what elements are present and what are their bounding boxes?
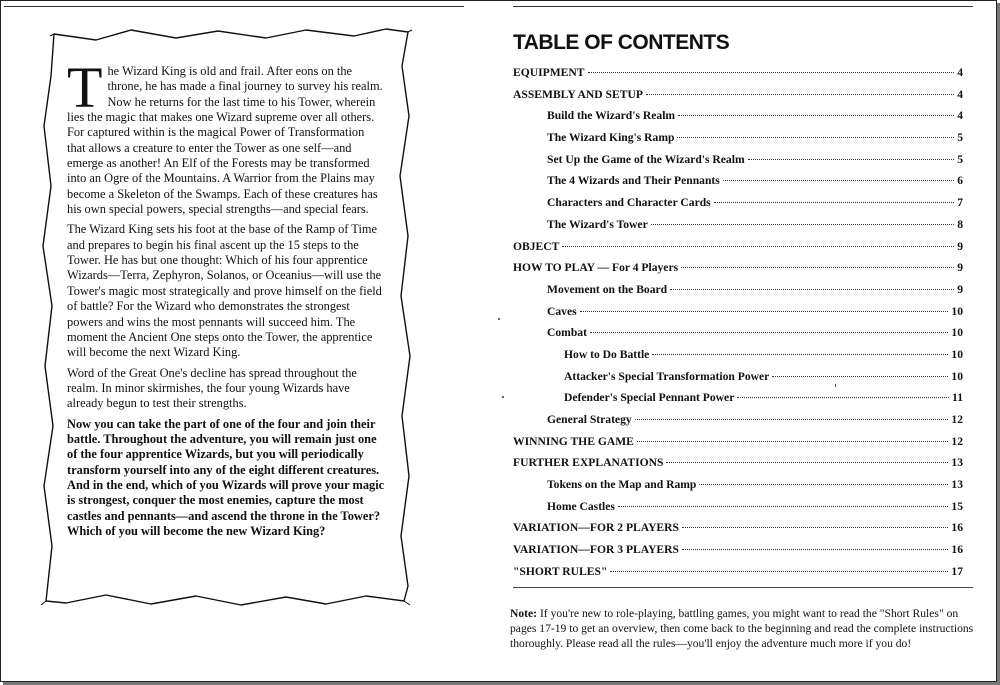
note-text: If you're new to role-playing, battling games, you might want to read the "Short Rules" on pages 17-19 to get an overview, then come back to the beginning and read the complete instructions thoroughly. Please read all the rules—you'll enjoy the adventure much more if you do! [510,607,974,650]
toc-entry [513,387,963,409]
toc-entry-label: How to Do Battle [564,347,650,361]
toc-entry [513,452,963,474]
toc-entry [513,279,963,301]
note [510,606,975,651]
toc-entry-label: OBJECT [513,239,560,253]
toc-entry-label: Movement on the Board [547,282,668,296]
toc-dot-leader [637,441,949,442]
toc-entry [513,214,963,236]
toc-entry-label: FURTHER EXPLANATIONS [513,456,664,470]
toc-entry [513,474,963,496]
toc-entry-label: EQUIPMENT [513,66,585,79]
toc-entry [513,409,963,431]
scan-speck [835,384,836,387]
toc-entry-page: 16 [951,521,963,535]
toc-entry [513,366,963,388]
toc-dot-leader [682,527,948,528]
toc-entry-page: 7 [957,196,963,210]
toc-entry [513,192,963,214]
toc-entry-page: 10 [951,369,963,383]
toc-entry [513,105,963,127]
toc-dot-leader [677,137,954,138]
toc-entry-page: 10 [951,347,963,361]
toc-dot-leader [678,115,954,116]
toc-entry-label: HOW TO PLAY — For 4 Players [513,261,679,275]
toc-dot-leader [610,571,948,572]
toc-dot-leader [681,267,954,268]
note-lead: Note: [510,607,538,620]
story-paragraph: The Wizard King is old and frail. After eons on the throne, he has made a final journey to survey his realm. Now he returns for the last time to his Tower, wherein lies the magic that makes one Wizard supreme over all others. For captured within is the magical Power of Transformation that allows a creature to enter the Tower as one self—and emerge as another! An Elf of the Forests may be transformed into an Ogre of the Mountains. A Warrior from the Plains may become a Skeleton of the Swamps. Each of these creatures has his own special powers, special strengths—and special fears. [67,55,383,217]
toc-entry-label: Characters and Character Cards [547,196,711,210]
toc-list [513,62,963,583]
toc-dot-leader [772,376,948,377]
toc-entry-label: Caves [547,304,577,318]
toc-dot-leader [590,332,948,333]
toc-entry-label: "SHORT RULES" [513,564,608,578]
toc-dot-leader [580,311,949,312]
toc-entry-page: 9 [957,261,963,275]
toc-entry-page: 5 [957,131,963,145]
toc-entry-page: 9 [957,282,963,296]
toc-entry [513,561,963,583]
story-text [67,55,385,544]
toc-entry [513,301,963,323]
toc-entry-label: The Wizard's Tower [547,217,648,231]
toc-entry-page: 5 [957,152,963,166]
toc-entry-label: The 4 Wizards and Their Pennants [547,174,720,188]
toc-dot-leader [748,159,955,160]
toc-dot-leader [588,72,955,73]
toc-entry-page: 12 [951,434,963,448]
toc-entry-page: 11 [952,391,963,405]
toc-dot-leader [723,180,954,181]
toc-entry-page: 17 [951,564,963,578]
top-rule-right [513,6,973,7]
toc-entry [513,539,963,561]
toc-entry-label: WINNING THE GAME [513,434,634,448]
toc-entry-page: 10 [951,326,963,340]
toc-entry-label: Tokens on the Map and Ramp [547,478,697,492]
toc-entry [513,496,963,518]
toc-entry-label: Build the Wizard's Realm [547,109,676,123]
toc-entry-page: 4 [957,109,963,123]
toc-entry [513,344,963,366]
toc-dot-leader [699,484,948,485]
toc-entry [513,322,963,344]
scan-speck [498,318,500,320]
toc-entry [513,149,963,171]
toc-entry [513,431,963,453]
drop-cap: T [67,55,103,120]
story-paragraph: The Wizard King sets his foot at the base of the Ramp of Time and prepares to begin his final ascent up the 15 steps to the Tower. He has but one thought: Which of his four apprentice Wizards—Terra, Zephyron, Solanos, or Oceanius—will use the Tower's magic most strategically and prove himself on the field of battle? For the Wizard who demonstrates the strongest powers and wins the most pennants will succeed him. The moment the Ancient One steps onto the Tower, the apprentice will become the next Wizard King. [67,222,382,360]
toc-entry [513,62,963,84]
toc-entry-label: Combat [547,326,587,340]
toc-entry-page: 12 [951,413,963,426]
toc-dot-leader [651,224,954,225]
toc-dot-leader [646,94,954,95]
toc-entry-label: ASSEMBLY AND SETUP [513,87,643,101]
toc-entry-label: Set Up the Game of the Wizard's Realm [547,152,745,166]
toc-dot-leader [737,397,949,398]
toc-entry-page: 15 [951,499,963,513]
top-rule-left [4,6,464,7]
toc-entry [513,257,963,279]
toc-entry [513,236,963,258]
toc-entry-page: 10 [951,304,963,318]
toc-entry-label: VARIATION—FOR 3 PLAYERS [513,543,679,557]
toc-entry-page: 13 [951,456,963,470]
toc-title: TABLE OF CONTENTS [513,31,730,54]
toc-entry-label: VARIATION—FOR 2 PLAYERS [513,521,679,535]
toc-entry [513,170,963,192]
scan-speck [502,396,504,398]
story-paragraph-bold: Now you can take the part of one of the four and join their battle. Throughout the adventure, you will remain just one of the four apprentice Wizards, but you will periodically transform yourself into any of the eight different creatures. And in the end, which of you Wizards will prove your magic is strongest, conquer the most enemies, capture the most castles and pennants—and ascend the throne in the Tower? Which of you will become the new Wizard King? [67,416,385,538]
toc-entry-page: 9 [957,239,963,253]
toc-entry-page: 8 [957,217,963,231]
toc-entry-page: 16 [951,543,963,557]
toc-entry-label: Defender's Special Pennant Power [564,391,735,405]
toc-entry-page: 6 [957,174,963,188]
toc-entry-label: General Strategy [547,413,632,426]
toc-entry-label: The Wizard King's Ramp [547,131,675,145]
divider [513,587,973,588]
toc-dot-leader [635,419,949,420]
toc-entry [513,127,963,149]
toc-entry-label: Home Castles [547,499,615,513]
toc-dot-leader [670,289,954,290]
toc-entry-page: 4 [957,66,963,79]
toc-dot-leader [682,549,948,550]
toc-entry-page: 13 [951,478,963,492]
toc-entry-label: Attacker's Special Transformation Power [564,369,770,383]
toc-dot-leader [714,202,955,203]
toc-dot-leader [652,354,948,355]
toc-dot-leader [618,506,948,507]
story-paragraph: Word of the Great One's decline has spread throughout the realm. In minor skirmishes, the four young Wizards have already begun to test their strengths. [67,365,357,411]
toc-entry [513,84,963,106]
toc-entry-page: 4 [957,87,963,101]
toc-entry [513,517,963,539]
toc-dot-leader [562,246,954,247]
toc-dot-leader [666,462,948,463]
